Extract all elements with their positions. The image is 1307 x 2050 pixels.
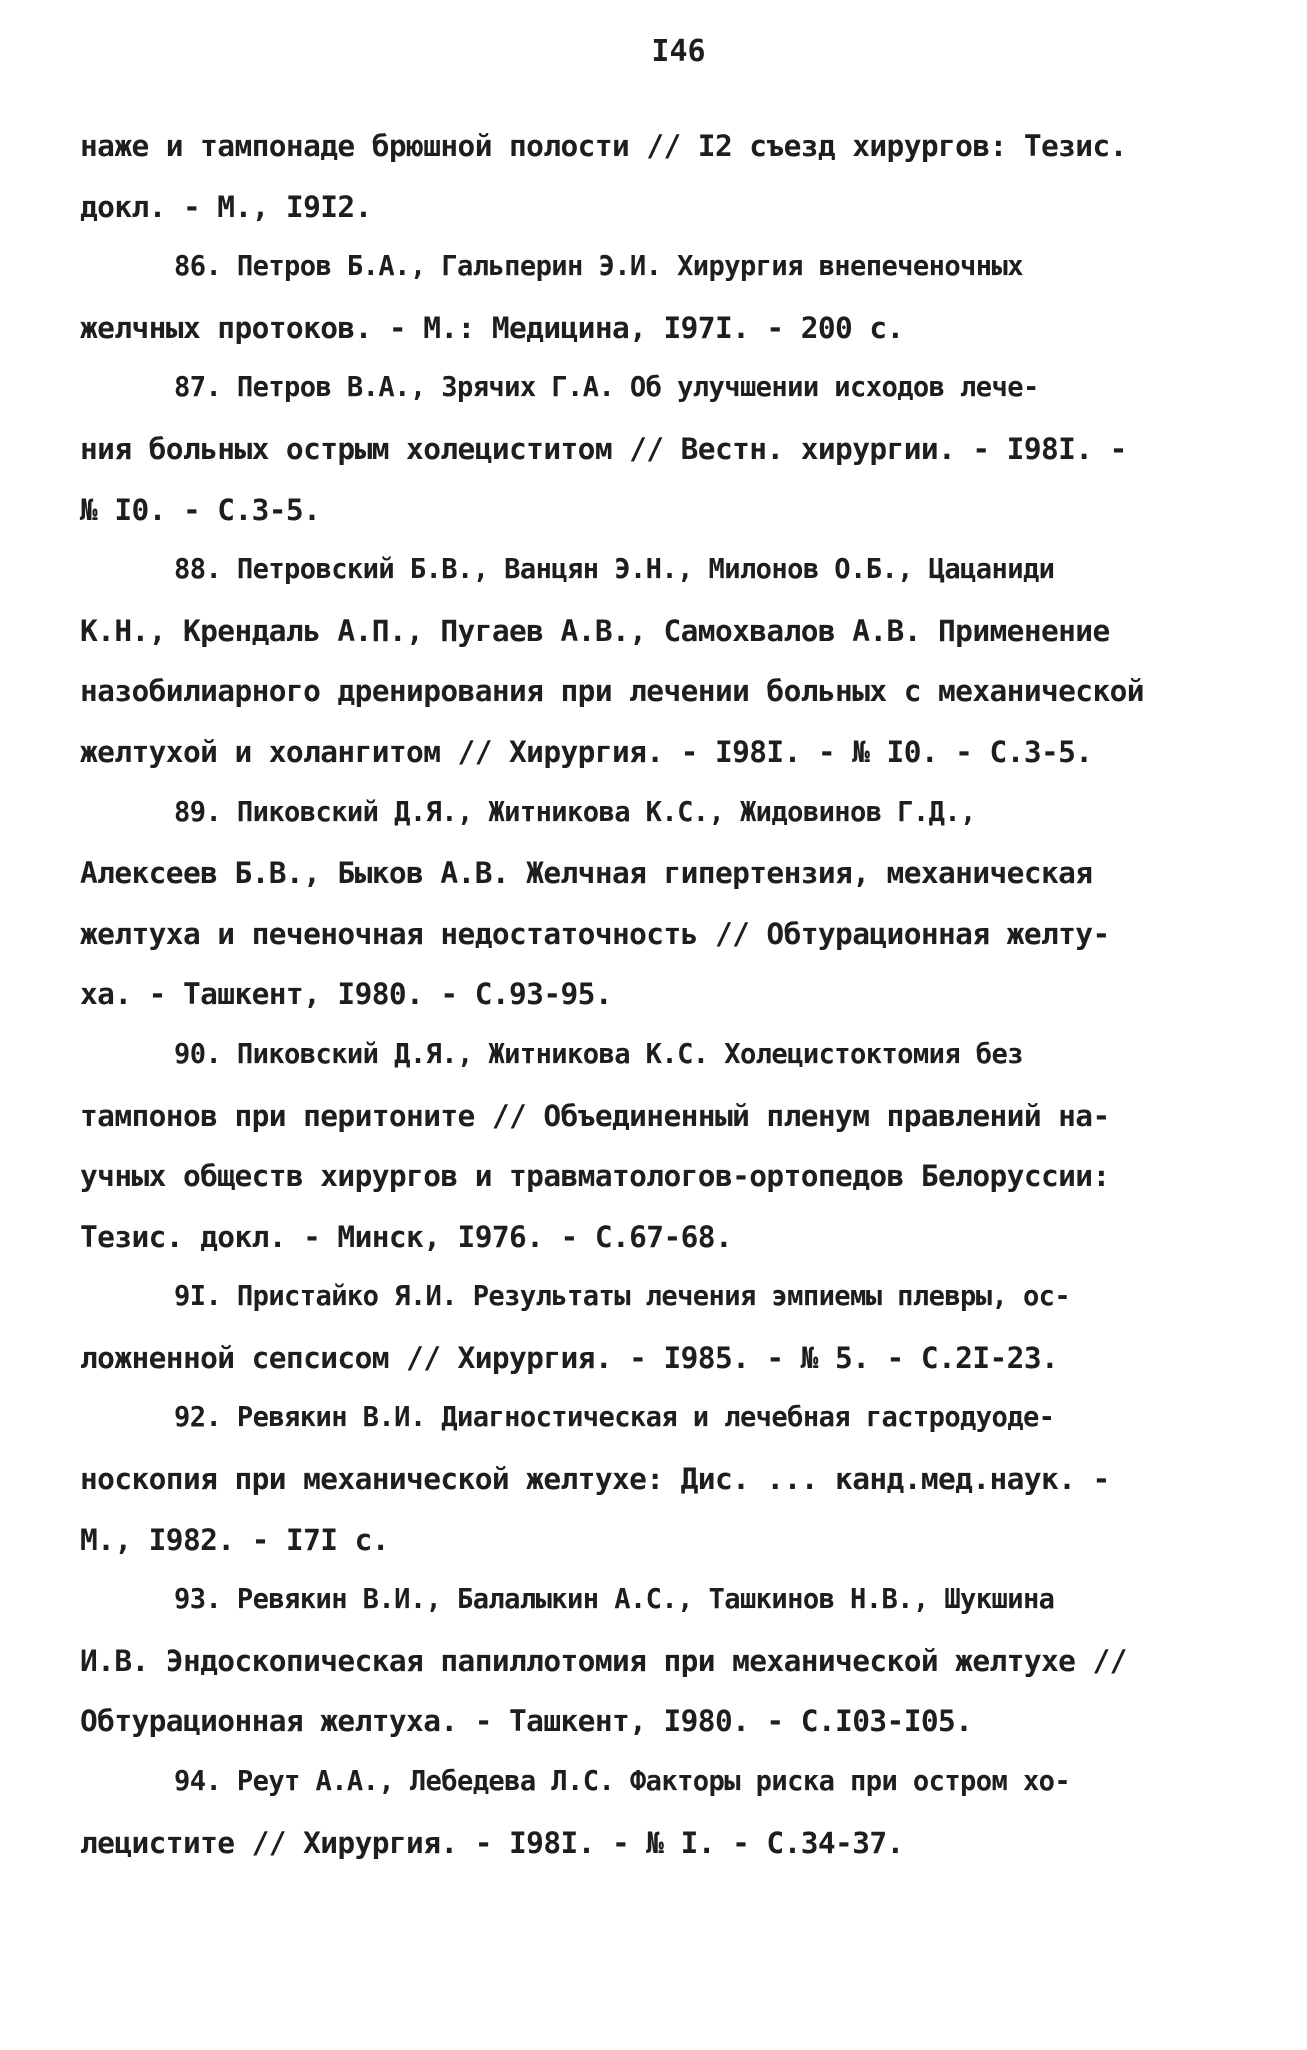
text-line: ха. - Ташкент, I980. - С.93-95. (80, 977, 612, 1012)
text-line: Обтурационная желтуха. - Ташкент, I980. - С.I03-I05. (80, 1704, 973, 1739)
text-line: лецистите // Хирургия. - I98I. - № I. - С.34-37. (80, 1825, 904, 1860)
text-line: Тезис. докл. - Минск, I976. - С.67-68. (80, 1219, 733, 1254)
text-line: 86. Петров Б.А., Гальперин Э.И. Хирургия внепеченочных (174, 251, 1023, 283)
text-line: 92. Ревякин В.И. Диагностическая и лечебная гастродуоде- (174, 1402, 1055, 1434)
text-line: К.Н., Крендаль А.П., Пугаев А.В., Самохвалов А.В. Применение (80, 613, 1110, 648)
text-line: 88. Петровский Б.В., Ванцян Э.Н., Милонов О.Б., Цацаниди (174, 554, 1055, 586)
text-line: желтухой и холангитом // Хирургия. - I98I. - № I0. - С.3-5. (80, 734, 1093, 769)
text-line: ложненной сепсисом // Хирургия. - I985. - № 5. - С.2I-23. (80, 1340, 1059, 1375)
text-line: ния больных острым холециститом // Вестн. хирургии. - I98I. - (80, 431, 1127, 466)
text-line: учных обществ хирургов и травматологов-ортопедов Белоруссии: (80, 1159, 1110, 1194)
text-line: 93. Ревякин В.И., Балалыкин А.С., Ташкинов Н.В., Шукшина (174, 1584, 1055, 1616)
text-line: желчных протоков. - М.: Медицина, I97I. - 200 с. (80, 310, 904, 345)
reference-list (80, 116, 1247, 1873)
page-number: I46 (651, 34, 706, 69)
text-line: наже и тампонаде брюшной полости // I2 съезд хирургов: Тезис. (80, 129, 1127, 163)
text-line: 87. Петров В.А., Зрячих Г.А. Об улучшении исходов лече- (174, 372, 1039, 404)
text-line: И.В. Эндоскопическая папиллотомия при механической желтухе // (80, 1643, 1127, 1678)
text-line: Алексеев Б.В., Быков А.В. Желчная гипертензия, механическая (80, 856, 1093, 891)
text-line: назобилиарного дренирования при лечении больных с механической (80, 674, 1144, 709)
text-line: желтуха и печеночная недостаточность // Обтурационная желту- (80, 916, 1110, 951)
text-line: М., I982. - I7I с. (80, 1522, 389, 1557)
text-line: докл. - М., I9I2. (80, 189, 372, 224)
text-line: № I0. - С.3-5. (80, 492, 321, 527)
text-line: тампонов при перитоните // Объединенный пленум правлений на- (80, 1098, 1110, 1133)
text-line: 89. Пиковский Д.Я., Житникова К.С., Жидовинов Г.Д., (174, 796, 976, 828)
text-line: 94. Реут А.А., Лебедева Л.С. Факторы риска при остром хо- (174, 1766, 1071, 1798)
text-line: 90. Пиковский Д.Я., Житникова К.С. Холецистоктомия без (174, 1038, 1023, 1070)
text-line: 9I. Пристайко Я.И. Результаты лечения эмпиемы плевры, ос- (174, 1281, 1071, 1313)
text-line: носкопия при механической желтухе: Дис. ... канд.мед.наук. - (80, 1462, 1110, 1497)
